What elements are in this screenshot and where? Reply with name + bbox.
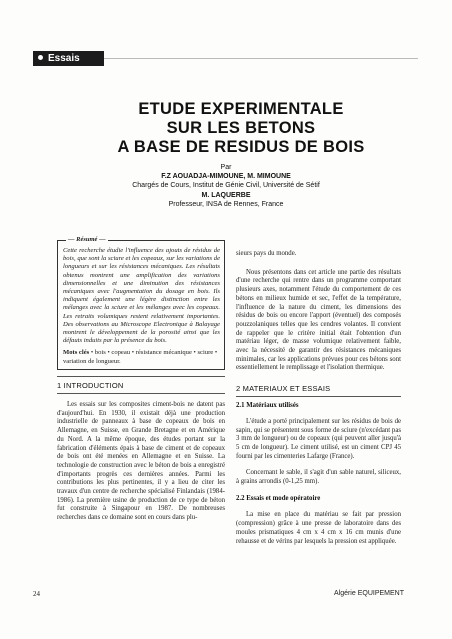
- paragraph-3: L'étude a porté principalement sur les résidus de bois de sapin, qui se présentent sous forme de sciure (n'excédant pas 3 mm de longueur) ou de copeaux (qui peuvent aller jusqu'à 5 cm de longueur). Le ciment utilisé, est un ciment CPJ 45 fourni par les cimenteries Lafarge (France).: [236, 417, 401, 460]
- section-tab: [33, 51, 104, 66]
- authors-line-1: F.Z AOUADJA-MIMOUNE, M. MIMOUNE: [161, 173, 291, 180]
- abstract-text: Cette recherche étudie l'influence des ajouts de résidus de bois, que sont la sciure et les copeaux, sur les variations de longueurs et sur les résistances mécaniques. Les résultats obtenus montrent une amplification des variations dimensionnelles et une diminution des résistances mécaniques avec l'augmentation du dosage en bois. Ils indiquent également une légère distinction entre les mélanges avec la sciure et les mélanges avec les copeaux. Les retraits volumiques restent relativement importantes. Des observations au Microscope Electronique à Balayage montrent le développement de la porosité ainsi que les défauts induits par la présence du bois.: [63, 247, 220, 345]
- paragraph-5: La mise en place du matériau se fait par pression (compression) grâce à une presse de laboratoire dans des moules prismatiques 4 cm x 4 cm x 16 cm munis d'une rehausse et de vérins par lesquels la pression est appliquée.: [236, 511, 401, 545]
- heading-materials: 2 MATERIAUX ET ESSAIS: [236, 384, 331, 394]
- intro-text: Les essais sur les composites ciment-bois ne datent pas d'aujourd'hui. En 1930, il existait déjà une production industrielle de panneaux à base de copeaux de bois en Allemagne, en Suisse, en Grande Bretagne et en Amérique du Nord. A la même époque, des études portant sur la fabrication d'éléments épais à base de ciment et de copeaux de bois ont été menées en Allemagne et en Suisse. La technologie de construction avec le béton de bois a enregistré d'importants progrès ces dernières années. Parmi les contributions les plus pertinentes, il y a lieu de citer les travaux d'un centre de recherche spécialisé Finlandais (1984-1986). La première usine de production de ce type de béton fut construite à Singapour en 1987. De nombreuses recherches dans ce domaine sont en cours dans plu-: [57, 401, 225, 522]
- paragraph-4: Concernant le sable, il s'agit d'un sable naturel, siliceux, à grains arrondis (0-1,25 mm).: [236, 469, 401, 486]
- title-line-2: SUR LES BETONS: [166, 119, 316, 137]
- abstract-box: [57, 236, 225, 370]
- journal-name: Algérie EQUIPEMENT: [333, 590, 404, 597]
- bullet-icon: [38, 55, 43, 60]
- heading-tests: 2.2 Essais et mode opératoire: [236, 494, 321, 502]
- continued-text: sieurs pays du monde.: [236, 250, 297, 257]
- article-title: [100, 100, 382, 157]
- header-rule: [104, 58, 418, 59]
- page-number: 24: [33, 590, 40, 598]
- title-line-1: ETUDE EXPERIMENTALE: [138, 100, 344, 118]
- affiliation-2: Professeur, INSA de Rennes, France: [168, 200, 284, 208]
- keywords: Mots clés • bois • copeau • résistance mécanique • sciure • variation de longueur.: [63, 349, 218, 365]
- right-column: [236, 250, 401, 546]
- title-line-3: A BASE DE RESIDUS DE BOIS: [117, 138, 365, 156]
- section-rule: [57, 393, 225, 394]
- section-label: Essais: [48, 53, 80, 64]
- section-rule: [236, 396, 401, 397]
- section-rule: [57, 376, 225, 377]
- abstract-label: — Résumé —: [68, 236, 106, 243]
- intro-heading: 1 INTRODUCTION: [57, 381, 124, 390]
- heading-materials-used: 2.1 Matériaux utilisés: [236, 402, 299, 410]
- author-2: M. LAQUERBE: [201, 191, 251, 199]
- left-column: [57, 376, 225, 523]
- authors-block: [0, 172, 452, 209]
- affiliation-1: Chargés de Cours, Institut de Génie Civil, Université de Sétif: [132, 182, 320, 190]
- paragraph-2: Nous présentons dans cet article une partie des résultats d'une recherche qui rentre dans un programme comportant plusieurs axes, notamment l'étude du comportement de ces bétons en milieux humide et sec, l'effet de la température, l'influence de la nature du ciment, les dimensions des résidus de bois ou encore l'apport (éventuel) des composés pouzzolaniques telles que les cendres volantes. Il convient de rappeler que le critère initial était l'obtention d'un matériau léger, de masse volumique relativement faible, avec la nécessité de garantir des résistances mécaniques minimales, car les applications prévues pour ces bétons sont essentiellement le remplissage et l'isolation thermique.: [236, 268, 401, 372]
- byline-par: Par: [220, 164, 232, 171]
